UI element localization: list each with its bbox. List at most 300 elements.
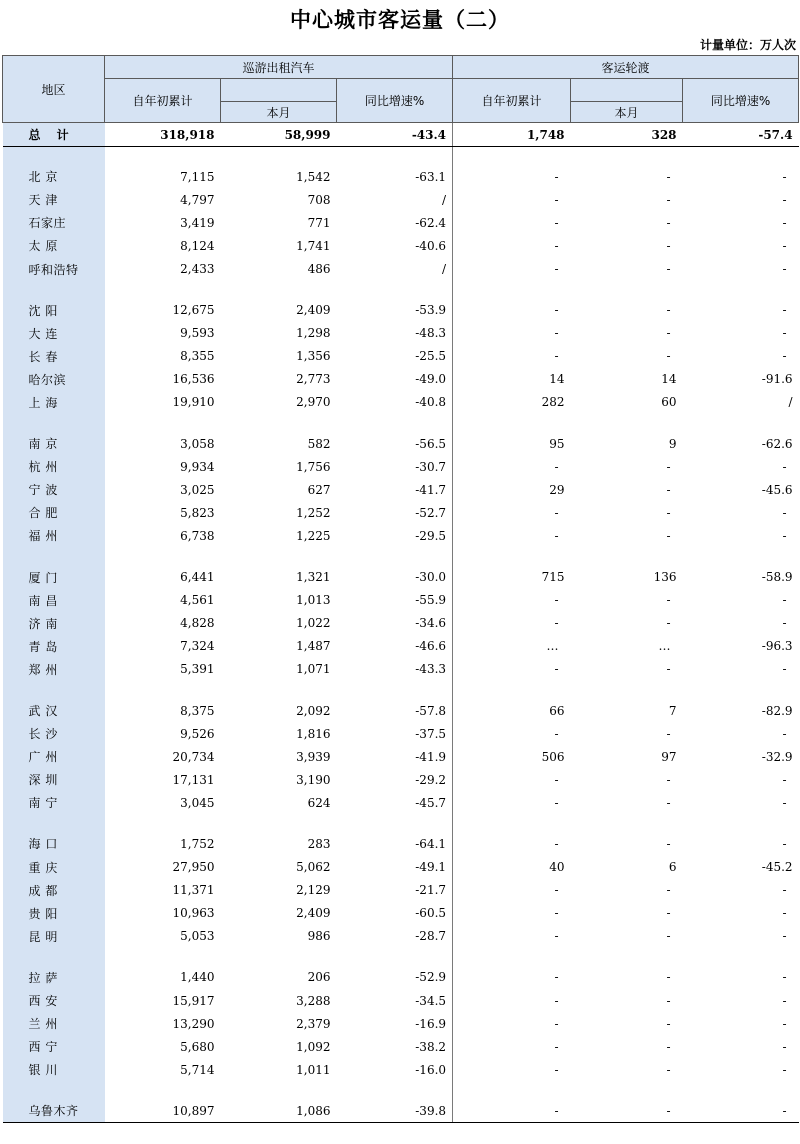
ferry-yoy-cell: - <box>782 215 787 230</box>
ferry-ytd-cell: 14 <box>549 372 565 387</box>
table-row <box>3 612 799 635</box>
taxi-ytd-cell: 7,115 <box>180 169 215 184</box>
ferry-ytd-cell: 40 <box>549 860 565 875</box>
spacer-cell <box>337 814 453 832</box>
spacer-cell <box>337 681 453 699</box>
taxi-yoy-cell: / <box>337 257 453 280</box>
taxi-ytd-cell: 6,738 <box>180 528 215 543</box>
taxi-ytd-cell: 17,131 <box>172 772 215 787</box>
table-row <box>3 391 799 414</box>
table-row <box>3 768 799 791</box>
taxi-month-cell: 1,022 <box>296 616 331 631</box>
region-cell: 长 春 <box>3 345 105 368</box>
group-spacer <box>3 548 799 566</box>
taxi-yoy-cell: -52.9 <box>337 966 453 989</box>
ferry-month-cell: 7 <box>668 703 677 718</box>
ferry-yoy-cell: - <box>782 505 787 520</box>
taxi-yoy-cell: -57.8 <box>337 699 453 722</box>
ferry-yoy-cell: - <box>782 795 787 810</box>
spacer-cell <box>3 814 105 832</box>
region-cell: 杭 州 <box>3 455 105 478</box>
group-spacer <box>3 147 799 166</box>
spacer-cell <box>453 948 571 966</box>
taxi-ytd-cell: 1,440 <box>180 970 215 985</box>
taxi-ytd-cell: 1,752 <box>180 836 215 851</box>
spacer-cell <box>221 1081 337 1099</box>
ferry-yoy-cell: - <box>782 970 787 985</box>
ferry-month-cell: 328 <box>571 123 683 147</box>
spacer-cell <box>221 814 337 832</box>
group-spacer <box>3 281 799 299</box>
taxi-month-cell: 1,741 <box>296 238 331 253</box>
taxi-ytd-cell: 9,593 <box>180 326 215 341</box>
header-taxi: 巡游出租汽车 <box>105 56 453 79</box>
spacer-cell <box>571 147 683 166</box>
table-row <box>3 589 799 612</box>
taxi-yoy-cell: -37.5 <box>337 722 453 745</box>
ferry-yoy-cell: - <box>782 459 787 474</box>
ferry-month-cell: - <box>571 1099 683 1123</box>
unit-label: 计量单位：万人次 <box>699 38 796 52</box>
ferry-ytd-cell: - <box>554 349 559 364</box>
ferry-yoy-cell: - <box>782 726 787 741</box>
taxi-month-cell: 486 <box>307 262 331 277</box>
taxi-yoy-cell: -30.0 <box>337 566 453 589</box>
table-row <box>3 1035 799 1058</box>
region-cell: 广 州 <box>3 745 105 768</box>
taxi-yoy-cell: -53.9 <box>337 299 453 322</box>
taxi-month-cell: 708 <box>307 192 331 207</box>
region-cell: 天 津 <box>3 188 105 211</box>
ferry-month-cell: - <box>666 836 671 851</box>
ferry-ytd-cell: - <box>554 993 559 1008</box>
table-row <box>3 722 799 745</box>
table-row <box>3 566 799 589</box>
ferry-ytd-cell: - <box>554 662 559 677</box>
taxi-ytd-cell: 13,290 <box>172 1016 215 1031</box>
ferry-ytd-cell: 715 <box>541 570 565 585</box>
spacer-cell <box>571 948 683 966</box>
ferry-ytd-cell: - <box>554 238 559 253</box>
region-cell: 重 庆 <box>3 856 105 879</box>
ferry-yoy-cell: - <box>782 349 787 364</box>
taxi-ytd-cell: 11,371 <box>172 883 215 898</box>
taxi-month-cell: 283 <box>307 836 331 851</box>
taxi-yoy-cell: -48.3 <box>337 322 453 345</box>
ferry-yoy-cell: -45.2 <box>761 860 793 875</box>
ferry-month-cell: - <box>666 169 671 184</box>
taxi-yoy-cell: -45.7 <box>337 791 453 814</box>
table-row <box>3 699 799 722</box>
table-row <box>3 856 799 879</box>
table-row <box>3 345 799 368</box>
ferry-yoy-cell: -57.4 <box>683 123 799 147</box>
ferry-month-cell: 6 <box>668 860 677 875</box>
header-ferry-ytd: 自年初累计 <box>453 79 571 123</box>
taxi-yoy-cell: -40.6 <box>337 234 453 257</box>
table-row <box>3 188 799 211</box>
spacer-cell <box>683 948 799 966</box>
spacer-cell <box>453 548 571 566</box>
header-region: 地区 <box>3 56 105 123</box>
table-row <box>3 257 799 280</box>
spacer-cell <box>3 281 105 299</box>
ferry-yoy-cell: - <box>782 883 787 898</box>
table-row <box>3 989 799 1012</box>
ferry-month-cell: - <box>666 772 671 787</box>
spacer-cell <box>105 147 221 166</box>
spacer-cell <box>453 814 571 832</box>
taxi-month-cell: 3,939 <box>296 749 331 764</box>
region-cell: 济 南 <box>3 612 105 635</box>
ferry-ytd-cell: - <box>554 192 559 207</box>
region-cell: 大 连 <box>3 322 105 345</box>
spacer-cell <box>105 281 221 299</box>
ferry-yoy-cell: - <box>782 662 787 677</box>
taxi-ytd-cell: 3,419 <box>180 215 215 230</box>
ferry-month-cell: - <box>666 482 671 497</box>
taxi-yoy-cell: -16.0 <box>337 1058 453 1081</box>
spacer-cell <box>3 681 105 699</box>
spacer-cell <box>571 281 683 299</box>
region-cell: 郑 州 <box>3 658 105 681</box>
region-cell: 福 州 <box>3 524 105 547</box>
header-taxi-month: 本月 <box>221 102 337 123</box>
ferry-month-cell: - <box>666 303 671 318</box>
region-cell: 银 川 <box>3 1058 105 1081</box>
taxi-ytd-cell: 318,918 <box>105 123 221 147</box>
taxi-ytd-cell: 4,797 <box>180 192 215 207</box>
table-body <box>3 123 799 1123</box>
taxi-month-cell: 582 <box>307 436 331 451</box>
table-row <box>3 832 799 855</box>
taxi-yoy-cell: -55.9 <box>337 589 453 612</box>
spacer-cell <box>221 281 337 299</box>
spacer-cell <box>105 414 221 432</box>
ferry-month-cell: - <box>666 528 671 543</box>
ferry-yoy-cell: - <box>782 906 787 921</box>
region-cell: 武 汉 <box>3 699 105 722</box>
spacer-cell <box>453 147 571 166</box>
ferry-month-cell: - <box>666 662 671 677</box>
taxi-month-cell: 2,379 <box>296 1016 331 1031</box>
ferry-month-cell: - <box>666 192 671 207</box>
ferry-ytd-cell: - <box>554 326 559 341</box>
ferry-yoy-cell: - <box>782 192 787 207</box>
ferry-month-cell: - <box>666 883 671 898</box>
taxi-yoy-cell: -16.9 <box>337 1012 453 1035</box>
taxi-yoy-cell: -39.8 <box>337 1099 453 1123</box>
ferry-month-cell: - <box>666 593 671 608</box>
taxi-ytd-cell: 16,536 <box>172 372 215 387</box>
spacer-cell <box>221 414 337 432</box>
region-cell: 西 宁 <box>3 1035 105 1058</box>
passenger-volume-table <box>2 55 799 1123</box>
taxi-ytd-cell: 10,897 <box>105 1099 221 1123</box>
ferry-month-cell: - <box>666 1039 671 1054</box>
region-cell: 青 岛 <box>3 635 105 658</box>
taxi-yoy-cell: -30.7 <box>337 455 453 478</box>
ferry-ytd-cell: - <box>554 1016 559 1031</box>
spacer-cell <box>683 281 799 299</box>
ferry-ytd-cell: 66 <box>549 703 565 718</box>
region-cell: 北 京 <box>3 165 105 188</box>
taxi-yoy-cell: -34.6 <box>337 612 453 635</box>
page-title: 中心城市客运量（二） <box>290 8 510 32</box>
taxi-ytd-cell: 2,433 <box>180 262 215 277</box>
ferry-yoy-cell: -91.6 <box>761 372 793 387</box>
ferry-ytd-cell: - <box>554 459 559 474</box>
table-row <box>3 211 799 234</box>
taxi-ytd-cell: 12,675 <box>172 303 215 318</box>
spacer-cell <box>453 1081 571 1099</box>
taxi-ytd-cell: 8,355 <box>180 349 215 364</box>
ferry-month-cell: - <box>666 929 671 944</box>
taxi-yoy-cell: -21.7 <box>337 879 453 902</box>
ferry-month-cell: 136 <box>653 570 677 585</box>
taxi-month-cell: 627 <box>307 482 331 497</box>
ferry-yoy-cell: / <box>788 395 793 410</box>
region-cell: 长 沙 <box>3 722 105 745</box>
table-row <box>3 879 799 902</box>
taxi-yoy-cell: -49.1 <box>337 856 453 879</box>
ferry-yoy-cell: - <box>782 616 787 631</box>
taxi-yoy-cell: -43.4 <box>337 123 453 147</box>
ferry-yoy-cell: -96.3 <box>761 639 793 654</box>
taxi-month-cell: 1,092 <box>296 1039 331 1054</box>
spacer-cell <box>683 548 799 566</box>
ferry-month-cell: - <box>666 616 671 631</box>
table-row <box>3 1099 799 1123</box>
ferry-yoy-cell: - <box>782 772 787 787</box>
ferry-yoy-cell: -32.9 <box>761 749 793 764</box>
header-taxi-month-spacer <box>221 79 337 102</box>
ferry-month-cell: - <box>666 1062 671 1077</box>
ferry-yoy-cell: - <box>782 238 787 253</box>
taxi-month-cell: 1,225 <box>296 528 331 543</box>
taxi-yoy-cell: -64.1 <box>337 832 453 855</box>
ferry-month-cell: … <box>658 639 671 654</box>
header-taxi-yoy: 同比增速% <box>337 79 453 123</box>
region-cell: 沈 阳 <box>3 299 105 322</box>
ferry-ytd-cell: 1,748 <box>453 123 571 147</box>
taxi-month-cell: 771 <box>307 215 331 230</box>
taxi-yoy-cell: -29.2 <box>337 768 453 791</box>
ferry-month-cell: - <box>666 262 671 277</box>
ferry-ytd-cell: 506 <box>541 749 565 764</box>
ferry-ytd-cell: - <box>554 772 559 787</box>
ferry-ytd-cell: - <box>554 970 559 985</box>
taxi-month-cell: 1,356 <box>296 349 331 364</box>
taxi-month-cell: 206 <box>307 970 331 985</box>
taxi-yoy-cell: -28.7 <box>337 925 453 948</box>
region-cell: 合 肥 <box>3 501 105 524</box>
ferry-ytd-cell: - <box>554 1062 559 1077</box>
spacer-cell <box>105 681 221 699</box>
ferry-ytd-cell: - <box>554 528 559 543</box>
ferry-month-cell: - <box>666 993 671 1008</box>
taxi-ytd-cell: 8,375 <box>180 703 215 718</box>
taxi-month-cell: 2,409 <box>296 303 331 318</box>
taxi-ytd-cell: 5,823 <box>180 505 215 520</box>
spacer-cell <box>3 548 105 566</box>
table-row <box>3 635 799 658</box>
spacer-cell <box>3 948 105 966</box>
ferry-yoy-cell: - <box>782 993 787 1008</box>
ferry-ytd-cell: - <box>554 505 559 520</box>
ferry-ytd-cell: 29 <box>549 482 565 497</box>
spacer-cell <box>683 814 799 832</box>
header-taxi-ytd: 自年初累计 <box>105 79 221 123</box>
taxi-yoy-cell: -34.5 <box>337 989 453 1012</box>
spacer-cell <box>105 948 221 966</box>
taxi-ytd-cell: 15,917 <box>172 993 215 1008</box>
spacer-cell <box>337 948 453 966</box>
taxi-ytd-cell: 8,124 <box>180 238 215 253</box>
spacer-cell <box>683 414 799 432</box>
taxi-yoy-cell: -56.5 <box>337 432 453 455</box>
spacer-cell <box>105 814 221 832</box>
header-ferry-yoy: 同比增速% <box>683 79 799 123</box>
region-cell: 乌鲁木齐 <box>3 1099 105 1123</box>
ferry-yoy-cell: -58.9 <box>761 570 793 585</box>
group-spacer <box>3 948 799 966</box>
ferry-yoy-cell: - <box>782 262 787 277</box>
ferry-month-cell: 60 <box>661 395 677 410</box>
ferry-yoy-cell: - <box>782 593 787 608</box>
taxi-ytd-cell: 4,561 <box>180 593 215 608</box>
ferry-month-cell: - <box>666 795 671 810</box>
spacer-cell <box>3 1081 105 1099</box>
taxi-month-cell: 1,816 <box>296 726 331 741</box>
spacer-cell <box>453 681 571 699</box>
ferry-yoy-cell: - <box>782 528 787 543</box>
taxi-yoy-cell: -43.3 <box>337 658 453 681</box>
table-row <box>3 368 799 391</box>
ferry-ytd-cell: - <box>554 795 559 810</box>
taxi-ytd-cell: 5,391 <box>180 662 215 677</box>
spacer-cell <box>221 681 337 699</box>
spacer-cell <box>221 548 337 566</box>
taxi-ytd-cell: 20,734 <box>172 749 215 764</box>
taxi-month-cell: 3,288 <box>296 993 331 1008</box>
taxi-yoy-cell: -25.5 <box>337 345 453 368</box>
spacer-cell <box>337 147 453 166</box>
taxi-yoy-cell: -41.9 <box>337 745 453 768</box>
spacer-cell <box>571 548 683 566</box>
ferry-ytd-cell: - <box>554 303 559 318</box>
taxi-month-cell: 1,071 <box>296 662 331 677</box>
region-cell: 南 昌 <box>3 589 105 612</box>
spacer-cell <box>683 1081 799 1099</box>
region-cell: 拉 萨 <box>3 966 105 989</box>
taxi-ytd-cell: 3,025 <box>180 482 215 497</box>
taxi-yoy-cell: -38.2 <box>337 1035 453 1058</box>
taxi-month-cell: 2,092 <box>296 703 331 718</box>
taxi-month-cell: 1,252 <box>296 505 331 520</box>
taxi-ytd-cell: 4,828 <box>180 616 215 631</box>
spacer-cell <box>571 814 683 832</box>
ferry-yoy-cell: - <box>782 836 787 851</box>
ferry-ytd-cell: - <box>554 169 559 184</box>
spacer-cell <box>105 1081 221 1099</box>
ferry-ytd-cell: - <box>554 593 559 608</box>
ferry-yoy-cell: -62.6 <box>761 436 793 451</box>
taxi-month-cell: 3,190 <box>296 772 331 787</box>
ferry-month-cell: - <box>666 1016 671 1031</box>
taxi-yoy-cell: -63.1 <box>337 165 453 188</box>
table-row <box>3 432 799 455</box>
spacer-cell <box>105 548 221 566</box>
taxi-yoy-cell: -46.6 <box>337 635 453 658</box>
taxi-month-cell: 2,773 <box>296 372 331 387</box>
region-cell: 贵 阳 <box>3 902 105 925</box>
header-ferry-month: 本月 <box>571 102 683 123</box>
table-row <box>3 966 799 989</box>
header-ferry-month-spacer <box>571 79 683 102</box>
region-cell: 西 安 <box>3 989 105 1012</box>
ferry-month-cell: - <box>666 459 671 474</box>
region-cell: 成 都 <box>3 879 105 902</box>
taxi-yoy-cell: -52.7 <box>337 501 453 524</box>
table-row <box>3 478 799 501</box>
taxi-month-cell: 58,999 <box>221 123 337 147</box>
taxi-ytd-cell: 3,045 <box>180 795 215 810</box>
spacer-cell <box>683 681 799 699</box>
ferry-month-cell: - <box>666 906 671 921</box>
taxi-yoy-cell: -60.5 <box>337 902 453 925</box>
region-cell: 深 圳 <box>3 768 105 791</box>
ferry-ytd-cell: 95 <box>549 436 565 451</box>
spacer-cell <box>453 281 571 299</box>
taxi-month-cell: 5,062 <box>296 860 331 875</box>
region-cell: 海 口 <box>3 832 105 855</box>
ferry-yoy-cell: -82.9 <box>761 703 793 718</box>
taxi-month-cell: 1,756 <box>296 459 331 474</box>
region-cell: 南 宁 <box>3 791 105 814</box>
taxi-yoy-cell: -49.0 <box>337 368 453 391</box>
region-cell: 兰 州 <box>3 1012 105 1035</box>
header-ferry: 客运轮渡 <box>453 56 799 79</box>
taxi-yoy-cell: -41.7 <box>337 478 453 501</box>
group-spacer <box>3 1081 799 1099</box>
ferry-yoy-cell: - <box>683 1099 799 1123</box>
ferry-yoy-cell: - <box>782 1062 787 1077</box>
spacer-cell <box>221 948 337 966</box>
spacer-cell <box>221 147 337 166</box>
taxi-month-cell: 986 <box>307 929 331 944</box>
table-row <box>3 1058 799 1081</box>
region-cell: 呼和浩特 <box>3 257 105 280</box>
taxi-ytd-cell: 3,058 <box>180 436 215 451</box>
region-cell: 昆 明 <box>3 925 105 948</box>
ferry-yoy-cell: -45.6 <box>761 482 793 497</box>
ferry-ytd-cell: 282 <box>541 395 565 410</box>
ferry-ytd-cell: - <box>554 1039 559 1054</box>
table-row <box>3 165 799 188</box>
table-row <box>3 501 799 524</box>
taxi-month-cell: 1,487 <box>296 639 331 654</box>
taxi-ytd-cell: 9,526 <box>180 726 215 741</box>
taxi-ytd-cell: 5,680 <box>180 1039 215 1054</box>
table-row <box>3 791 799 814</box>
total-row <box>3 123 799 147</box>
taxi-ytd-cell: 5,714 <box>180 1062 215 1077</box>
taxi-yoy-cell: -29.5 <box>337 524 453 547</box>
table-row <box>3 234 799 257</box>
ferry-ytd-cell: … <box>546 639 559 654</box>
ferry-month-cell: 9 <box>668 436 677 451</box>
